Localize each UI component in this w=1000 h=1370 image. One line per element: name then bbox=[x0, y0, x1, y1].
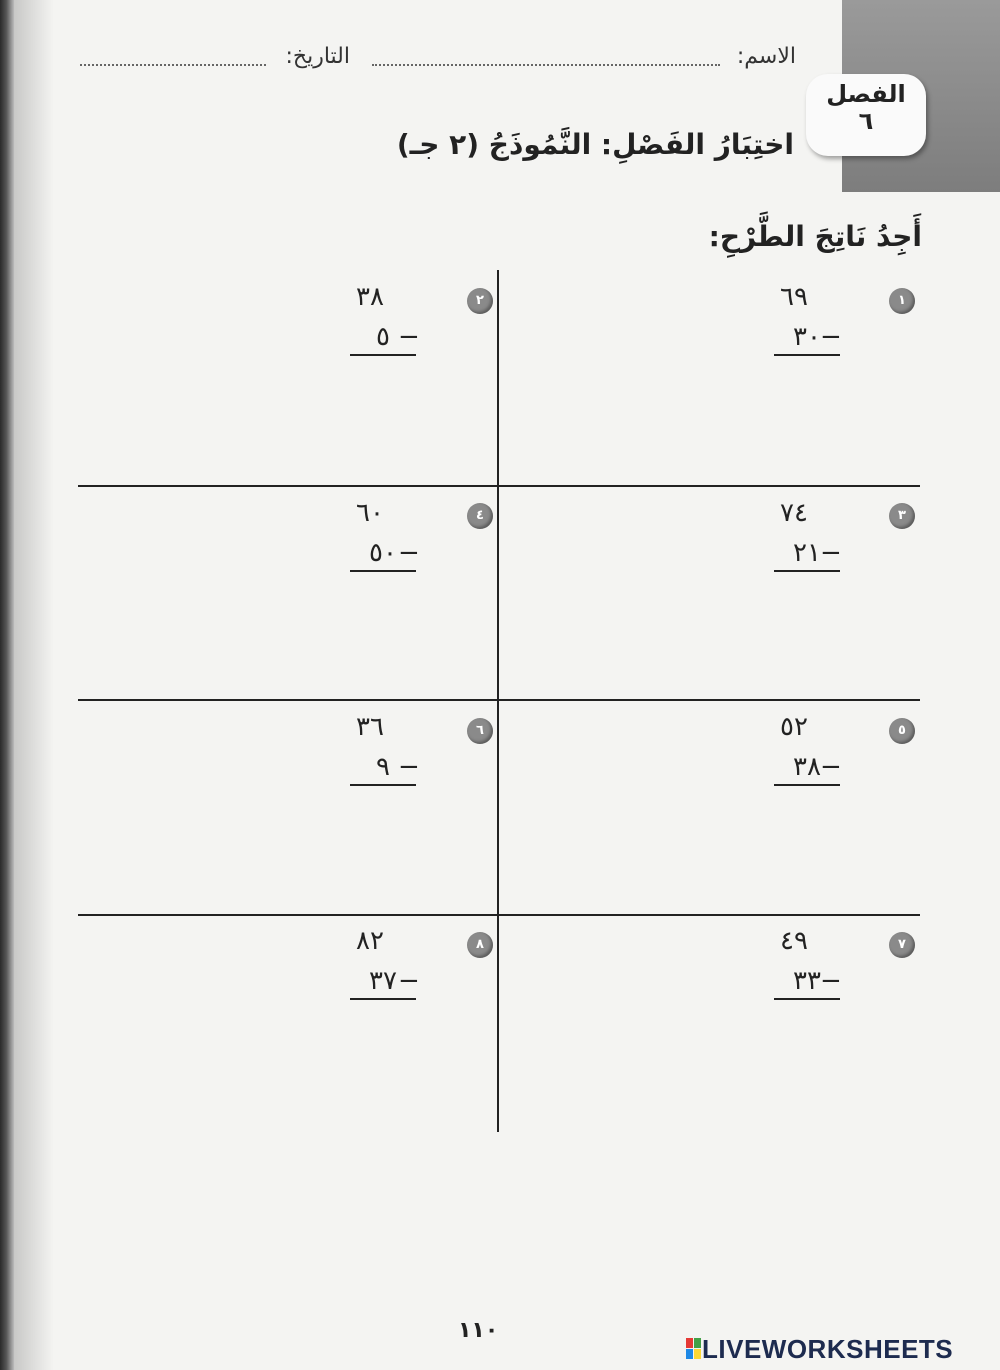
subtrahend: ٣٠ bbox=[774, 322, 840, 356]
minuend: ٣٦ bbox=[356, 712, 384, 742]
minus-sign: − bbox=[820, 538, 842, 568]
minuend: ٧٤ bbox=[780, 498, 808, 528]
minuend: ٦٩ bbox=[780, 282, 808, 312]
subtrahend: ٥٠ bbox=[350, 538, 416, 572]
page-number: ١١٠ bbox=[458, 1318, 499, 1343]
subtrahend: ٣٨ bbox=[774, 752, 840, 786]
problem-number-badge: ٢ bbox=[467, 288, 493, 314]
minus-sign: − bbox=[398, 538, 420, 568]
chapter-number: ٦ bbox=[858, 107, 874, 135]
page-title: اختِبَارُ الفَصْلِ: النَّمُوذَجُ (٢ جـ) bbox=[396, 128, 794, 161]
subtrahend: ٢١ bbox=[774, 538, 840, 572]
brand-watermark: LIVEWORKSHEETS bbox=[702, 1334, 954, 1364]
name-label: الاسم: bbox=[736, 44, 796, 69]
date-label: التاريخ: bbox=[285, 44, 350, 69]
problem-number-badge: ٦ bbox=[467, 718, 493, 744]
problem-number-badge: ٤ bbox=[467, 503, 493, 529]
chapter-badge bbox=[806, 74, 926, 156]
page-shadow bbox=[14, 0, 54, 1370]
grid-vertical-line bbox=[497, 270, 499, 1132]
problem-number-badge: ٧ bbox=[889, 932, 915, 958]
problem-number-badge: ١ bbox=[889, 288, 915, 314]
subtrahend: ٣٧ bbox=[350, 966, 416, 1000]
minuend: ٨٢ bbox=[356, 926, 384, 956]
grid-line-1 bbox=[78, 485, 920, 487]
liveworksheets-logo-icon bbox=[686, 1338, 702, 1360]
subtrahend: ٥ bbox=[350, 322, 416, 356]
date-field[interactable] bbox=[80, 64, 266, 66]
problem-number-badge: ٣ bbox=[889, 503, 915, 529]
grid-line-3 bbox=[78, 914, 920, 916]
problem-number-badge: ٨ bbox=[467, 932, 493, 958]
minuend: ٦٠ bbox=[356, 498, 384, 528]
minus-sign: − bbox=[398, 322, 420, 352]
minus-sign: − bbox=[820, 966, 842, 996]
subtrahend: ٩ bbox=[350, 752, 416, 786]
minus-sign: − bbox=[398, 966, 420, 996]
grid-line-2 bbox=[78, 699, 920, 701]
book-spine bbox=[0, 0, 14, 1370]
minus-sign: − bbox=[820, 322, 842, 352]
name-field[interactable] bbox=[372, 64, 720, 66]
instruction-text: أَجِدُ نَاتِجَ الطَّرْحِ: bbox=[708, 220, 922, 253]
subtrahend: ٣٣ bbox=[774, 966, 840, 1000]
minus-sign: − bbox=[398, 752, 420, 782]
minuend: ٤٩ bbox=[780, 926, 808, 956]
minus-sign: − bbox=[820, 752, 842, 782]
problem-number-badge: ٥ bbox=[889, 718, 915, 744]
chapter-label: الفصل bbox=[826, 80, 906, 108]
minuend: ٥٢ bbox=[780, 712, 808, 742]
minuend: ٣٨ bbox=[356, 282, 384, 312]
